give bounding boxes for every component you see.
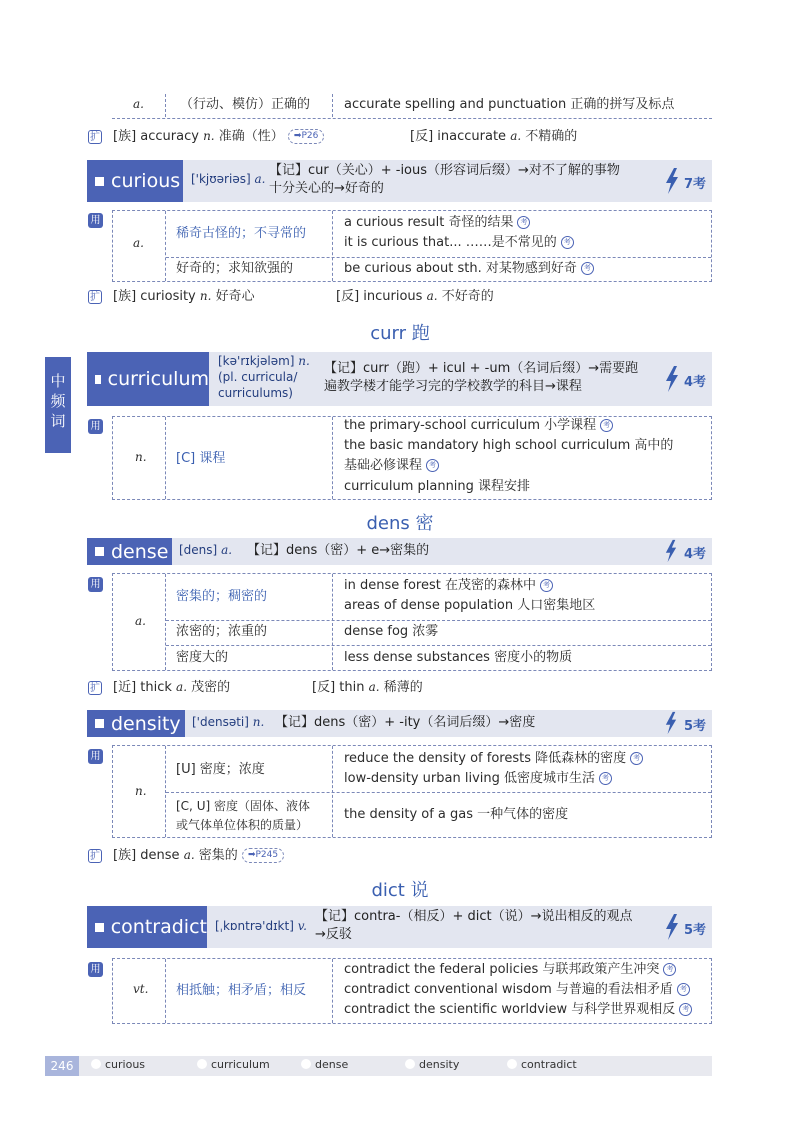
side-tab: 中 频 词 <box>45 357 71 453</box>
divider <box>332 94 333 117</box>
exam-icon: 考 <box>663 963 676 976</box>
exam-icon: 考 <box>540 579 553 592</box>
example: the basic mandatory high school curriculum 高中的 <box>344 438 674 453</box>
sense: 好奇的；求知欲强的 <box>176 261 294 276</box>
example: the density of a gas 一种气体的密度 <box>344 807 569 822</box>
expand-icon: 扩 <box>90 132 100 143</box>
expand-icon: 扩 <box>90 683 100 694</box>
memo-line: 十分关心的→好奇的 <box>269 181 384 196</box>
expand-icon: 扩 <box>90 851 100 862</box>
lightning-icon <box>665 366 679 392</box>
phonetic: [ˌkɒntrə'dɪkt] v. <box>215 919 307 933</box>
memo-line: 【记】cur（关心）+ -ious（形容词后缀）→对不了解的事物 <box>269 163 620 178</box>
sense: 密集的；稠密的 <box>176 589 268 604</box>
example: accurate spelling and punctuation 正确的拼写及标点 <box>344 97 675 112</box>
pos-label: a. <box>133 97 144 111</box>
example: less dense substances 密度小的物质 <box>344 650 573 665</box>
synonym-line: [近] thick a. 茂密的 <box>113 680 231 695</box>
plural-form: (pl. curricula/ <box>218 370 298 384</box>
memo-line: 【记】dens（密）+ e→密集的 <box>247 543 430 558</box>
exam-icon: 考 <box>677 983 690 996</box>
example: low-density urban living 低密度城市生活 考 <box>344 769 612 789</box>
root-heading: dens 密 <box>366 513 434 534</box>
exam-count: 5考 <box>684 719 707 734</box>
page-footer <box>45 1056 712 1076</box>
entry-header-density <box>87 710 712 737</box>
footer-word[interactable]: contradict <box>507 1058 577 1071</box>
entry-header-dense <box>87 538 712 565</box>
exam-icon: 考 <box>581 262 594 275</box>
entry-header-contradict <box>87 906 712 948</box>
exam-icon: 考 <box>561 236 574 249</box>
usage-icon: 用 <box>88 749 103 764</box>
sense: （行动、模仿）正确的 <box>180 97 311 112</box>
divider <box>165 94 166 117</box>
phonetic: ['kjʊəriəs] a. <box>191 172 266 186</box>
example: reduce the density of forests 降低森林的密度 考 <box>344 749 643 769</box>
phonetic: [kə'rɪkjələm] n. <box>218 354 310 368</box>
footer-word[interactable]: curriculum <box>197 1058 270 1071</box>
exam-count: 7考 <box>684 177 707 192</box>
example: it is curious that... ……是不常见的 考 <box>344 233 574 253</box>
page-number: 246 <box>45 1056 79 1076</box>
pos-label: a. <box>133 236 144 250</box>
family-line: [族] accuracy n. 准确（性） ➡P26 <box>113 126 324 147</box>
sense: 或气体单位体积的质量） <box>176 818 309 832</box>
page-ref-link[interactable]: ➡P26 <box>288 129 324 144</box>
footer-word[interactable]: curious <box>91 1058 145 1071</box>
exam-icon: 考 <box>517 216 530 229</box>
pos-label: n. <box>135 450 147 464</box>
sense: [U] 密度；浓度 <box>176 762 265 777</box>
pos-label: vt. <box>133 982 149 996</box>
antonym-line: [反] inaccurate a. 不精确的 <box>410 129 578 144</box>
exam-icon: 考 <box>426 459 439 472</box>
root-heading: dict 说 <box>371 880 429 901</box>
memo-line: →反驳 <box>315 927 352 942</box>
exam-count: 4考 <box>684 375 707 390</box>
headword: contradict <box>87 906 207 948</box>
example: be curious about sth. 对某物感到好奇 考 <box>344 259 594 279</box>
sense: 密度大的 <box>176 650 229 665</box>
page-ref-link[interactable]: ➡P245 <box>242 848 284 863</box>
example: contradict the scientific worldview 与科学世界观相反 考 <box>344 1000 692 1020</box>
example: curriculum planning 课程安排 <box>344 479 531 494</box>
entry-header-curriculum <box>87 352 712 406</box>
headword: dense <box>87 538 172 565</box>
family-line: [族] curiosity n. 好奇心 <box>113 289 255 304</box>
usage-icon: 用 <box>88 419 103 434</box>
memo-line: 【记】contra-（相反）+ dict（说）→说出相反的观点 <box>315 909 633 924</box>
antonym-line: [反] incurious a. 不好奇的 <box>336 289 494 304</box>
phonetic: [dens] a. <box>179 543 233 557</box>
footer-word[interactable]: density <box>405 1058 459 1071</box>
plural-form: curriculums) <box>218 386 293 400</box>
sense: 浓密的；浓重的 <box>176 624 268 639</box>
exam-icon: 考 <box>600 419 613 432</box>
footer-word[interactable]: dense <box>301 1058 348 1071</box>
sense: 稀奇古怪的；不寻常的 <box>176 226 307 241</box>
headword: density <box>87 710 185 737</box>
exam-icon: 考 <box>599 772 612 785</box>
lightning-icon <box>665 914 679 940</box>
example: contradict conventional wisdom 与普遍的看法相矛盾 考 <box>344 980 690 1000</box>
headword: curious <box>87 160 183 202</box>
antonym-line: [反] thin a. 稀薄的 <box>312 680 423 695</box>
pos-label: n. <box>135 784 147 798</box>
family-line: [族] dense a. 密集的 ➡P245 <box>113 845 284 866</box>
exam-icon: 考 <box>679 1003 692 1016</box>
example: in dense forest 在茂密的森林中 考 <box>344 576 553 596</box>
example: dense fog 浓雾 <box>344 624 439 639</box>
sense: [C, U] 密度（固体、液体 <box>176 799 310 813</box>
sense: 相抵触；相矛盾；相反 <box>176 983 307 998</box>
pos-label: a. <box>135 614 146 628</box>
expand-icon: 扩 <box>90 292 100 303</box>
sense: [C] 课程 <box>176 451 226 466</box>
example: a curious result 奇怪的结果 考 <box>344 213 530 233</box>
lightning-icon <box>665 711 677 735</box>
phonetic: ['densəti] n. <box>192 715 265 729</box>
example: areas of dense population 人口密集地区 <box>344 598 596 613</box>
example: 基础必修课程 考 <box>344 456 439 476</box>
exam-count: 5考 <box>684 923 707 938</box>
usage-icon: 用 <box>88 213 103 228</box>
usage-icon: 用 <box>88 962 103 977</box>
memo-line: 【记】dens（密）+ -ity（名词后缀）→密度 <box>275 715 536 730</box>
example: the primary-school curriculum 小学课程 考 <box>344 416 613 436</box>
exam-count: 4考 <box>684 547 707 562</box>
entry-header-curious <box>87 160 712 202</box>
lightning-icon <box>665 539 677 563</box>
root-heading: curr 跑 <box>370 323 430 344</box>
memo-line: 遍教学楼才能学习完的学校教学的科目→课程 <box>324 379 582 394</box>
headword: curriculum <box>87 352 209 406</box>
example: contradict the federal policies 与联邦政策产生冲突 考 <box>344 960 676 980</box>
memo-line: 【记】curr（跑）+ icul + -um（名词后缀）→需要跑 <box>324 361 639 376</box>
exam-icon: 考 <box>630 752 643 765</box>
usage-icon: 用 <box>88 577 103 592</box>
lightning-icon <box>665 168 679 194</box>
